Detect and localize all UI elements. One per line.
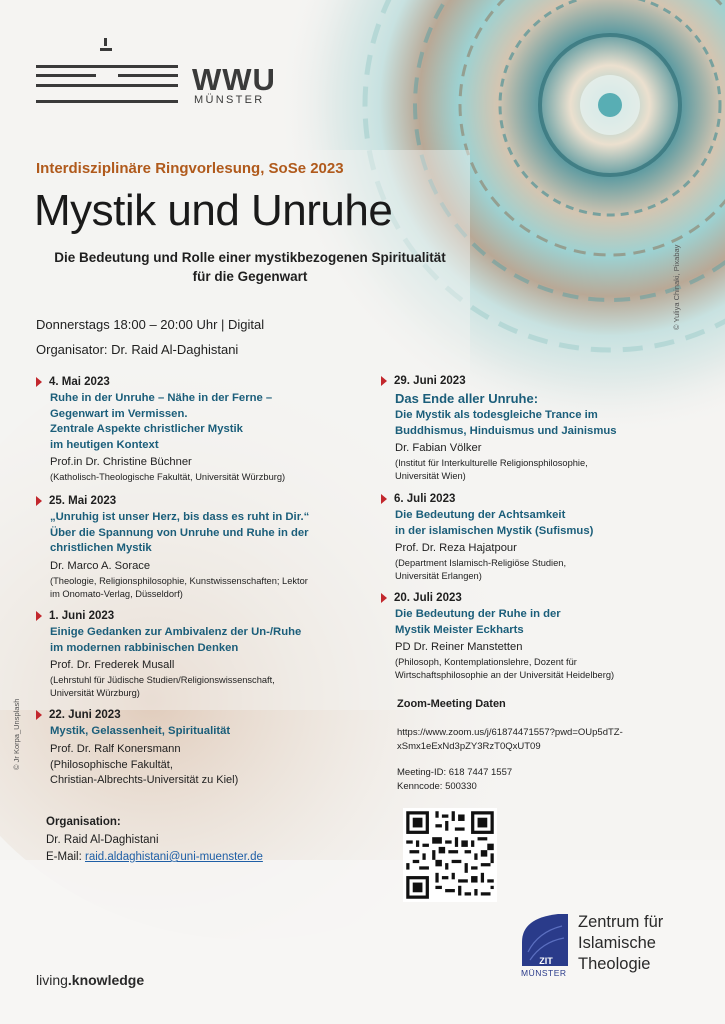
event-affiliation: (Katholisch-Theologische Fakultät, Universität Würzburg) — [50, 472, 286, 482]
event-affiliation: (Lehrstuhl für Jüdische Studien/Religionswissenschaft, Universität Würzburg) — [50, 675, 275, 698]
event-date: 25. Mai 2023 — [36, 495, 376, 507]
event-item — [36, 376, 366, 484]
event-title: Einige Gedanken zur Ambivalenz der Un-/Ruhe im modernen rabbinischen Denken — [50, 626, 302, 654]
event-affiliation: (Theologie, Religionsphilosophie, Kunstwissenschaften; Lektor im Onomato-Verlag, Düsseldorf) — [50, 575, 308, 599]
event-speaker: Prof. Dr. Frederek Musall — [50, 659, 175, 671]
bullet-triangle-icon — [36, 377, 42, 387]
bullet-triangle-icon — [381, 376, 387, 386]
event-item — [381, 493, 681, 583]
qr-code-icon — [403, 808, 497, 902]
event-affiliation: (Institut für Interkulturelle Religionsphilosophie, Universität Wien) — [395, 458, 588, 481]
event-speaker: Dr. Marco A. Sorace — [50, 559, 151, 572]
organisation-heading: Organisation: — [46, 816, 121, 828]
subtitle-line: für die Gegenwart — [192, 269, 308, 284]
logo-wwu: WWU — [192, 62, 276, 97]
bullet-triangle-icon — [36, 611, 42, 621]
image-credit-right: © Yuliya Chinaki, Pixabay — [672, 244, 681, 330]
zit-city: MÜNSTER — [521, 968, 567, 978]
event-title: Ruhe in der Unruhe – Nähe in der Ferne – Gegenwart im Vermissen. Zentrale Aspekte christlicher Mystik im heutigen Kontext — [50, 392, 273, 451]
zoom-meeting-id: Meeting-ID: 618 7447 1557 — [397, 767, 513, 778]
bullet-triangle-icon — [36, 496, 42, 506]
slogan: living.knowledge — [36, 972, 145, 988]
event-title: Die Mystik als todesgleiche Trance im Buddhismus, Hinduismus und Jainismus — [395, 409, 617, 437]
zoom-passcode: Kenncode: 500330 — [397, 781, 477, 792]
event-title: Die Bedeutung der Ruhe in der Mystik Meister Eckharts — [395, 608, 561, 636]
bullet-triangle-icon — [381, 593, 387, 603]
subtitle-line: Die Bedeutung und Rolle einer mystikbezogenen Spiritualität — [54, 250, 446, 265]
zoom-heading: Zoom-Meeting Daten — [397, 698, 506, 710]
image-credit-left: © Jr Korpa_Unsplash — [12, 698, 21, 770]
event-date: 1. Juni 2023 — [36, 610, 366, 622]
schedule-info: Donnerstags 18:00 – 20:00 Uhr | Digital — [36, 317, 265, 332]
event-date: 6. Juli 2023 — [381, 493, 681, 505]
event-speaker: Dr. Fabian Völker — [395, 442, 482, 454]
page-title: Mystik und Unruhe — [34, 186, 393, 235]
bullet-triangle-icon — [36, 710, 42, 720]
event-affiliation: (Department Islamisch-Religiöse Studien, Universität Erlangen) — [395, 558, 567, 581]
event-item — [381, 592, 701, 682]
bullet-triangle-icon — [381, 494, 387, 504]
event-item — [36, 709, 366, 788]
zit-badge-text: ZIT — [539, 956, 553, 966]
event-item — [381, 375, 681, 483]
page-subtitle — [20, 248, 480, 286]
event-speaker: PD Dr. Reiner Manstetten — [395, 641, 523, 653]
event-affiliation: (Philosophische Fakultät, Christian-Albrechts-Universität zu Kiel) — [50, 758, 239, 786]
event-title: Mystik, Gelassenheit, Spiritualität — [50, 725, 231, 737]
event-date: 29. Juni 2023 — [381, 375, 681, 387]
event-title: „Unruhig ist unser Herz, bis dass es ruht in Dir.“ Über die Spannung von Unruhe und Ruhe in der christlichen Mystik — [50, 511, 310, 554]
email-label: E-Mail: — [46, 851, 85, 863]
zoom-link[interactable]: https://www.zoom.us/j/61874471557?pwd=OUp5dTZ- xSmx1eExNd3pZY3RzT0QxUT09 — [397, 727, 623, 752]
event-affiliation: (Philosoph, Kontemplationslehre, Dozent für Wirtschaftsphilosophie an der Universität Heidelberg) — [395, 657, 615, 680]
event-title-main: Das Ende aller Unruhe: — [395, 391, 539, 406]
event-speaker: Prof. Dr. Reza Hajatpour — [395, 542, 517, 554]
event-speaker: Prof. Dr. Ralf Konersmann — [50, 742, 181, 755]
event-item — [36, 610, 366, 700]
organisation-name: Dr. Raid Al-Daghistani — [46, 834, 159, 846]
event-date: 20. Juli 2023 — [381, 592, 701, 604]
event-title: Die Bedeutung der Achtsamkeit in der islamischen Mystik (Sufismus) — [395, 509, 594, 537]
lecture-series: Interdisziplinäre Ringvorlesung, SoSe 2023 — [36, 160, 344, 177]
event-date: 4. Mai 2023 — [36, 376, 366, 388]
organizer-info: Organisator: Dr. Raid Al-Daghistani — [36, 342, 239, 357]
event-item — [36, 495, 376, 601]
email-link[interactable]: raid.aldaghistani@uni-muenster.de — [84, 851, 263, 863]
zit-name: Zentrum für Islamische Theologie — [578, 913, 664, 973]
zit-logo-icon — [518, 912, 572, 970]
organisation-email — [46, 851, 263, 863]
logo-city: MÜNSTER — [194, 94, 265, 106]
event-date: 22. Juni 2023 — [36, 709, 366, 721]
event-speaker: Prof.in Dr. Christine Büchner — [50, 456, 192, 468]
